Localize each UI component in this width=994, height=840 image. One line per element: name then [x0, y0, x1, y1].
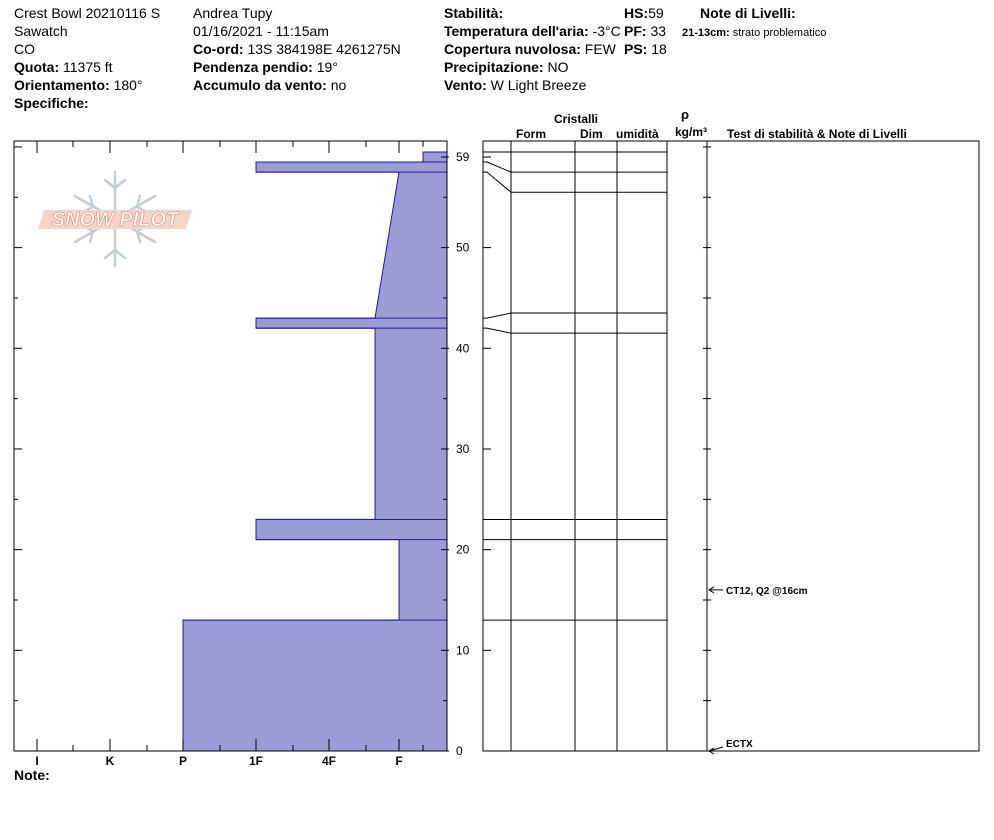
crystals-header: Cristalli	[554, 112, 599, 126]
elevation-label: Quota:	[14, 59, 60, 75]
sky-label: Copertura nuvolosa:	[444, 41, 581, 57]
depth-label-40: 40	[456, 341, 470, 356]
tests-header: Test di stabilità & Note di Livelli	[727, 127, 907, 141]
elevation-value: 11375 ft	[63, 59, 113, 75]
sky-value: FEW	[584, 41, 616, 57]
density-unit-header: kg/m³	[675, 125, 708, 139]
hs-label: HS:	[624, 5, 649, 21]
test-arrow-line-1	[709, 747, 723, 751]
hardness-axis	[35, 754, 402, 768]
rho-header: ρ	[681, 107, 690, 122]
layer-connector-2	[483, 172, 511, 192]
layer-notes-title: Note di Livelli:	[700, 5, 796, 21]
observer: Andrea Tupy	[193, 5, 273, 21]
layer-connector-4	[483, 328, 511, 333]
hs-value: 59	[648, 5, 664, 21]
layer-note-range: 21-13cm:	[682, 27, 730, 39]
hardness-profile	[183, 152, 447, 751]
hardness-label-4F: 4F	[321, 754, 337, 768]
mountain-range: Sawatch	[14, 23, 68, 39]
layer-note-text: strato problematico	[732, 27, 827, 39]
depth-label-30: 30	[456, 441, 470, 456]
hardness-label-I: I	[35, 754, 39, 768]
form-header: Form	[516, 127, 546, 141]
datetime: 01/16/2021 - 11:15am	[193, 23, 329, 39]
logo-text: SNOW PILOT	[51, 209, 179, 231]
hardness-area	[183, 152, 447, 751]
hardness-label-K: K	[105, 754, 115, 768]
note-label: Note:	[14, 767, 50, 783]
wind-label: Vento:	[444, 77, 487, 93]
layer-connector-1	[483, 162, 511, 172]
wind-value: W Light Breeze	[490, 77, 587, 93]
test-label-1: ECTX	[726, 739, 753, 750]
hardness-label-P: P	[178, 754, 188, 768]
test-label-0: CT12, Q2 @16cm	[726, 585, 808, 597]
depth-label-10: 10	[456, 643, 470, 658]
coord-value: 13S 384198E 4261275N	[247, 41, 401, 57]
slope-label: Pendenza pendio:	[193, 59, 313, 75]
precip-label: Precipitazione:	[444, 59, 544, 75]
table-border	[483, 141, 979, 751]
pf-label: PF:	[624, 23, 647, 39]
windload-label: Accumulo da vento:	[193, 77, 327, 93]
specifics-label: Specifiche:	[14, 95, 89, 111]
layer-table	[483, 141, 979, 751]
hardness-label-1F: 1F	[248, 754, 264, 768]
ps-value: 18	[651, 41, 667, 57]
depth-label-20: 20	[456, 542, 470, 557]
airtemp-value: -3°C	[592, 23, 621, 39]
depth-label-59: 59	[456, 150, 470, 164]
stability-label: Stabilità:	[444, 5, 504, 21]
hardness-label-F: F	[395, 754, 403, 768]
aspect-value: 180°	[113, 77, 143, 93]
moisture-header: umidità	[616, 127, 659, 141]
site-title: Crest Bowl 20210116 S	[14, 5, 161, 21]
airtemp-label: Temperatura dell'aria:	[444, 23, 589, 39]
snowpilot-logo	[38, 172, 192, 266]
aspect-label: Orientamento:	[14, 77, 110, 93]
state: CO	[14, 41, 35, 57]
pf-value: 33	[650, 23, 667, 39]
precip-value: NO	[547, 59, 569, 75]
ps-label: PS:	[624, 41, 648, 57]
dim-header: Dim	[580, 127, 603, 141]
windload-value: no	[330, 77, 347, 93]
depth-label-50: 50	[456, 240, 470, 255]
stability-tests	[709, 586, 808, 754]
layer-connector-3	[483, 313, 511, 318]
depth-label-0: 0	[456, 744, 463, 758]
slope-value: 19°	[316, 59, 338, 75]
coord-label: Co-ord:	[193, 41, 244, 57]
